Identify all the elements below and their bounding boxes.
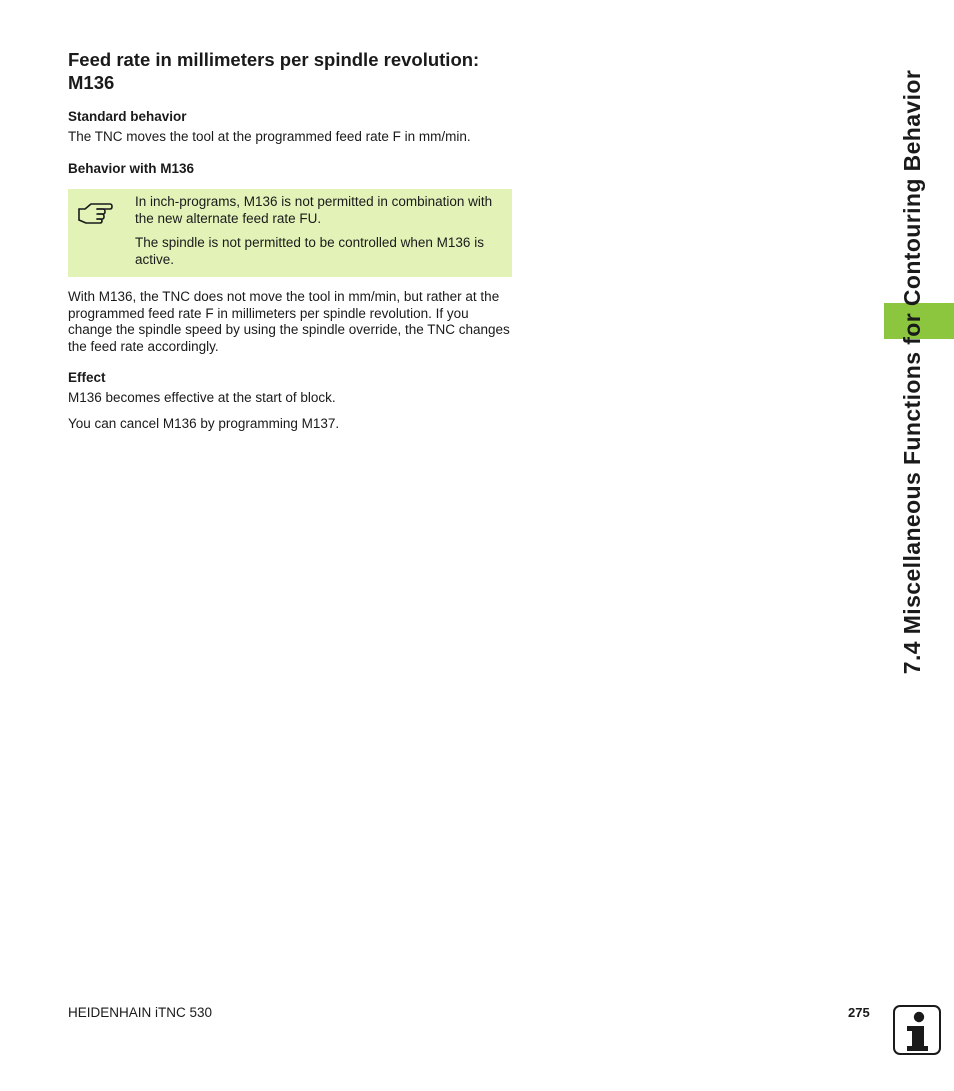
main-content: [68, 48, 512, 181]
pointing-hand-icon: [77, 200, 113, 226]
effect-line-2: You can cancel M136 by programming M137.: [68, 415, 340, 431]
info-glyph-icon: [895, 1007, 939, 1053]
note-text: [135, 194, 505, 268]
standard-behavior-text: The TNC moves the tool at the programmed feed rate F in mm/min.: [68, 129, 471, 144]
m136-description: With M136, the TNC does not move the tool in mm/min, but rather at the programmed feed rate F in millimeters per spindle revolution. If you change the spindle speed by using the spindle override, the TNC changes the feed rate accordingly.: [68, 289, 510, 354]
effect-line-1: M136 becomes effective at the start of block.: [68, 390, 336, 405]
info-icon: [893, 1005, 941, 1055]
effect-heading: Effect: [68, 370, 106, 385]
note-line-2: The spindle is not permitted to be controlled when M136 is active.: [135, 235, 484, 267]
behavior-m136-heading: Behavior with M136: [68, 160, 195, 176]
note-box: [68, 189, 512, 277]
note-line-1: In inch-programs, M136 is not permitted in combination with the new alternate feed rate FU.: [135, 194, 493, 226]
lower-content: [68, 289, 512, 432]
footer-product: HEIDENHAIN iTNC 530: [68, 1005, 213, 1020]
page-number: 275: [848, 1005, 870, 1020]
chapter-title: 7.4 Miscellaneous Functions for Contouring Behavior: [899, 69, 925, 675]
standard-behavior-heading: Standard behavior: [68, 109, 187, 124]
section-title: Feed rate in millimeters per spindle revolution: M136: [68, 49, 480, 93]
